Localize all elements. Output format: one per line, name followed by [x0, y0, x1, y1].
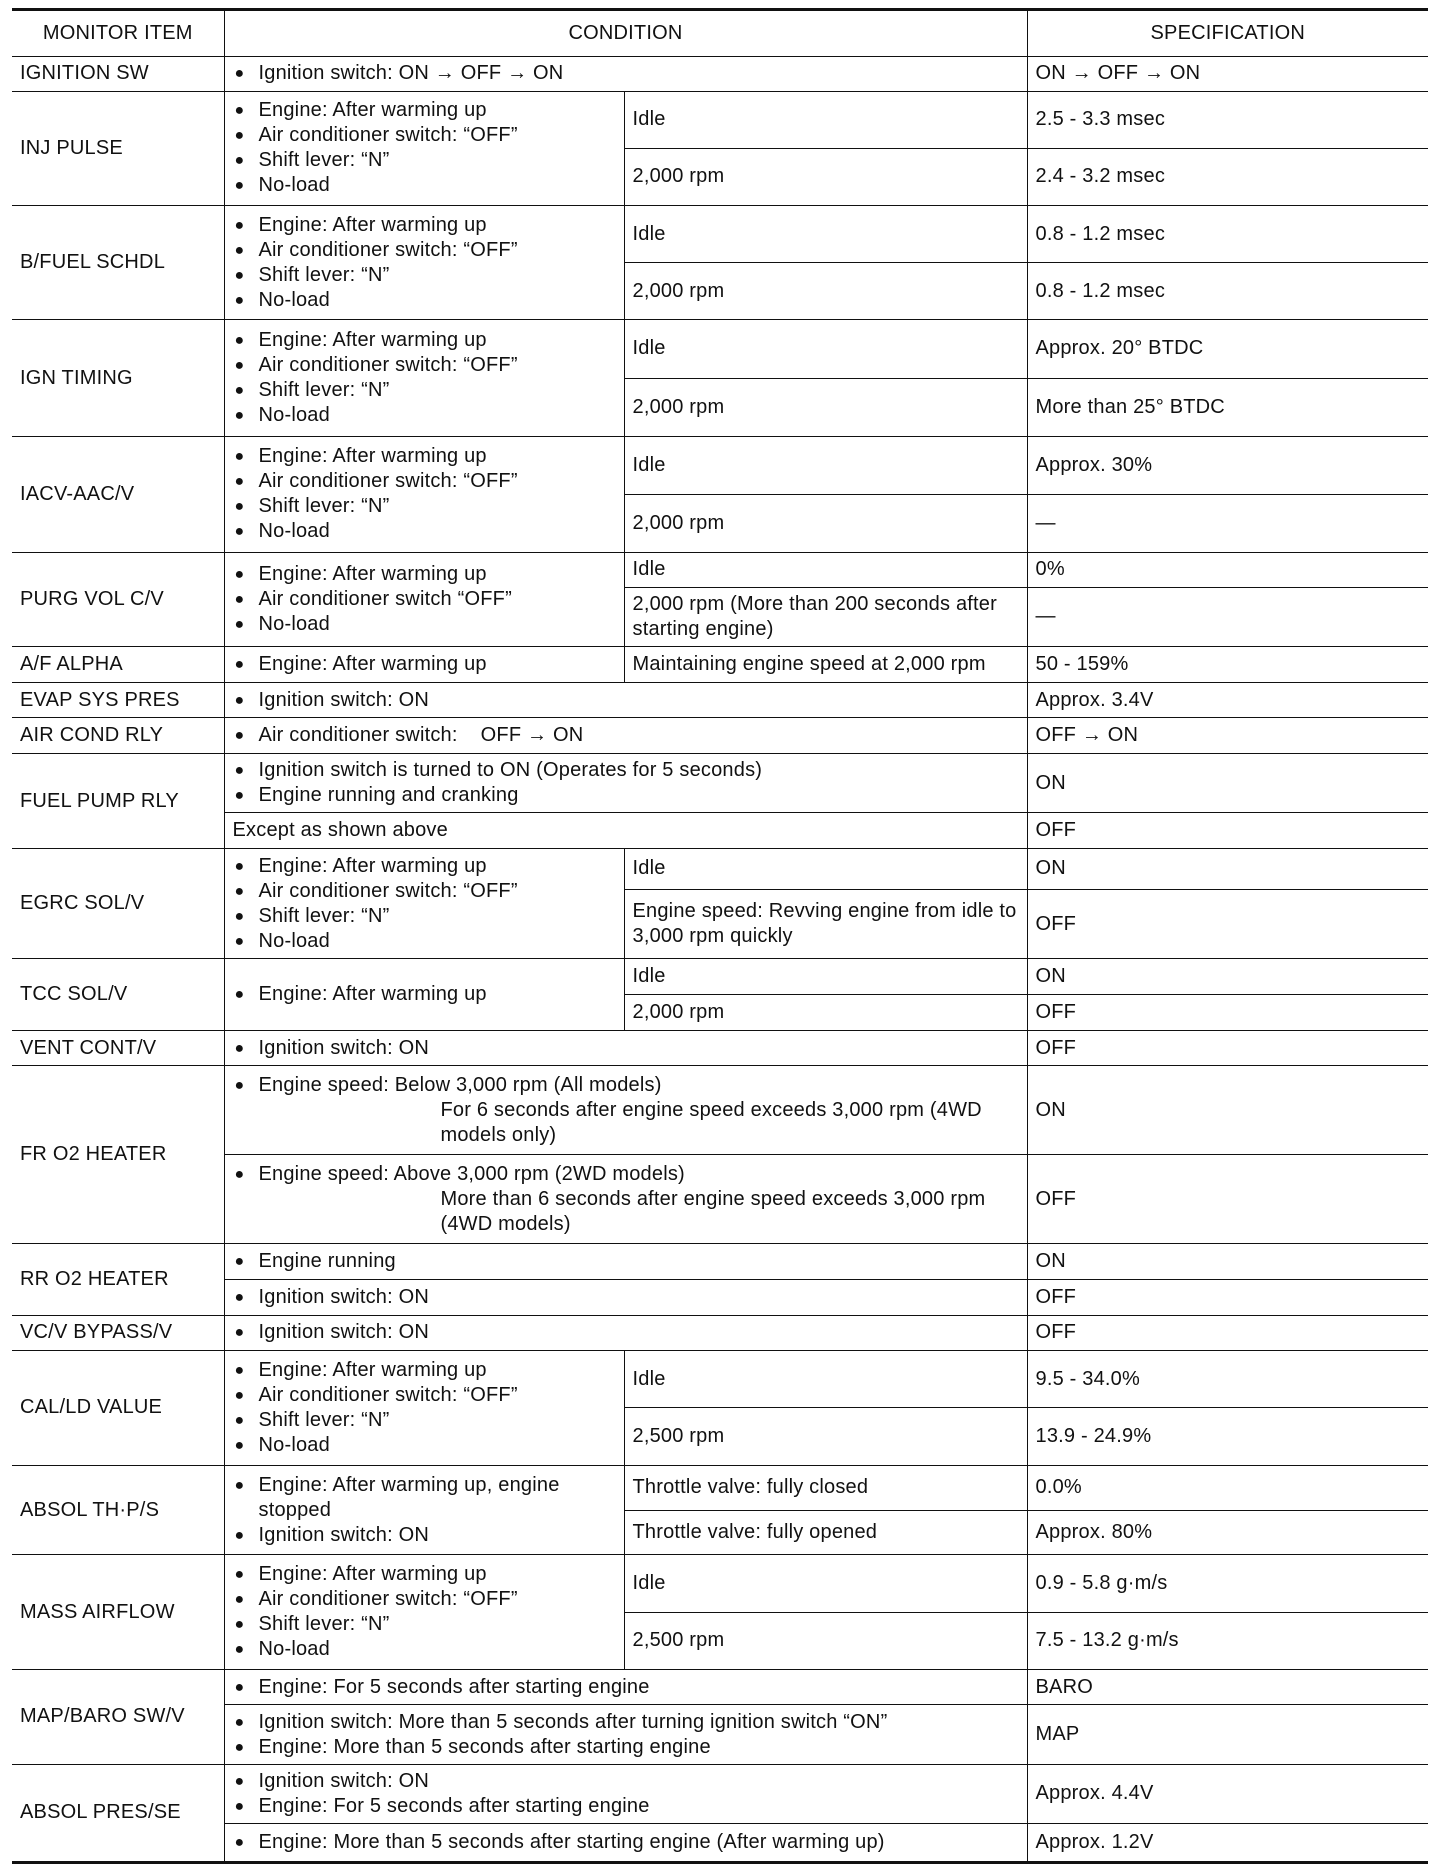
condition-text: ● Engine speed: Below 3,000 rpm (All models): [258, 1073, 662, 1096]
condition-bullet: ● Shift lever: “N”: [233, 494, 616, 519]
spec-cell: 13.9 - 24.9%: [1027, 1408, 1428, 1465]
item-purg-vol-cv: PURG VOL C/V: [12, 553, 224, 647]
sub-condition-cell: Idle: [624, 959, 1027, 995]
condition-cell: [224, 1315, 1027, 1351]
item-tcc-sol-v: TCC SOL/V: [12, 959, 224, 1030]
condition-cell: [224, 1669, 1027, 1705]
spec-cell: —: [1027, 587, 1428, 646]
sub-condition-cell: 2,500 rpm: [624, 1408, 1027, 1465]
spec-cell: 0.0%: [1027, 1465, 1428, 1510]
condition-cell: [224, 1764, 1027, 1823]
item-af-alpha: A/F ALPHA: [12, 647, 224, 683]
spec-cell: OFF: [1027, 1279, 1428, 1315]
condition-bullet: ● Engine: For 5 seconds after starting engine: [233, 1794, 1019, 1819]
spec-cell: 9.5 - 34.0%: [1027, 1351, 1428, 1408]
condition-cell: Except as shown above: [224, 813, 1027, 849]
spec-cell: BARO: [1027, 1669, 1428, 1705]
spec-cell: OFF: [1027, 889, 1428, 958]
condition-bullet: ● Air conditioner switch: “OFF”: [233, 469, 616, 494]
condition-cell: [224, 1279, 1027, 1315]
spec-cell: 7.5 - 13.2 g·m/s: [1027, 1612, 1428, 1669]
condition-bullet: [233, 1162, 1019, 1237]
condition-bullet: ● Shift lever: “N”: [233, 263, 616, 288]
condition-bullet: ● Engine: After warming up, engine stopped: [233, 1473, 616, 1523]
condition-bullet: ● No-load: [233, 1637, 616, 1662]
table-row: [12, 1315, 1428, 1351]
condition-bullet: ● Ignition switch: ON: [233, 1523, 616, 1548]
condition-cell: [224, 647, 624, 683]
sub-condition-cell: Engine speed: Revving engine from idle to 3,000 rpm quickly: [624, 889, 1027, 958]
table-row: [12, 56, 1428, 91]
condition-bullet: ● Ignition switch: ON → OFF → ON: [233, 61, 1019, 86]
table-row: [12, 320, 1428, 378]
table-row: [12, 1066, 1428, 1155]
table-row: [12, 959, 1428, 995]
condition-cell: [224, 56, 1027, 91]
spec-cell: ON: [1027, 849, 1428, 890]
table-row: [12, 436, 1428, 494]
condition-bullet: ● Shift lever: “N”: [233, 904, 616, 929]
table-row: [12, 1555, 1428, 1612]
monitor-spec-table: [12, 8, 1428, 1864]
item-vent-cont-v: VENT CONT/V: [12, 1030, 224, 1066]
condition-cell: [224, 1705, 1027, 1764]
sub-condition-cell: Idle: [624, 1351, 1027, 1408]
condition-bullet: ● Engine: After warming up: [233, 652, 616, 677]
condition-cell: [224, 849, 624, 959]
spec-cell: ON: [1027, 1244, 1428, 1280]
condition-bullet: ● Engine: After warming up: [233, 328, 616, 353]
spec-cell: More than 25° BTDC: [1027, 378, 1428, 436]
sub-condition-cell: Idle: [624, 320, 1027, 378]
spec-cell: OFF: [1027, 1030, 1428, 1066]
sub-condition-cell: 2,000 rpm: [624, 378, 1027, 436]
spec-cell: Approx. 4.4V: [1027, 1764, 1428, 1823]
table-row: [12, 1279, 1428, 1315]
condition-bullet: ● Air conditioner switch: “OFF”: [233, 879, 616, 904]
table-row: [12, 647, 1428, 683]
condition-cell: [224, 1244, 1027, 1280]
condition-bullet: ● Engine running: [233, 1249, 1019, 1274]
condition-bullet: ● Air conditioner switch: “OFF”: [233, 238, 616, 263]
item-evap-sys-pres: EVAP SYS PRES: [12, 682, 224, 718]
table-row: [12, 1030, 1428, 1066]
table-row: [12, 1764, 1428, 1823]
condition-bullet: ● Engine: After warming up: [233, 98, 616, 123]
sub-condition-cell: 2,000 rpm: [624, 494, 1027, 552]
condition-bullet: ● Ignition switch: ON: [233, 1769, 1019, 1794]
sub-condition-cell: 2,000 rpm: [624, 263, 1027, 320]
item-air-cond-rly: AIR COND RLY: [12, 718, 224, 754]
condition-cell: [224, 1155, 1027, 1244]
sub-condition-cell: 2,000 rpm: [624, 148, 1027, 205]
table-row: [12, 849, 1428, 890]
condition-cell: [224, 1066, 1027, 1155]
table-row: [12, 718, 1428, 754]
header-specification: SPECIFICATION: [1027, 10, 1428, 57]
spec-cell: OFF: [1027, 995, 1428, 1031]
sub-condition-cell: Throttle valve: fully opened: [624, 1510, 1027, 1555]
condition-bullet: [233, 1073, 1019, 1148]
spec-cell: OFF: [1027, 813, 1428, 849]
spec-cell: Approx. 3.4V: [1027, 682, 1428, 718]
condition-cell: [224, 436, 624, 552]
condition-text: ● Engine speed: Above 3,000 rpm (2WD models): [258, 1162, 685, 1185]
condition-bullet: ● Ignition switch: ON: [233, 1320, 1019, 1345]
spec-cell: MAP: [1027, 1705, 1428, 1764]
condition-bullet: ● Engine: After warming up: [233, 562, 616, 587]
condition-bullet: ● Shift lever: “N”: [233, 1612, 616, 1637]
spec-cell: 0.8 - 1.2 msec: [1027, 263, 1428, 320]
spec-cell: 2.4 - 3.2 msec: [1027, 148, 1428, 205]
condition-cell: [224, 206, 624, 320]
condition-bullet: ● Air conditioner switch: “OFF”: [233, 353, 616, 378]
item-fr-o2-heater: FR O2 HEATER: [12, 1066, 224, 1244]
item-inj-pulse: INJ PULSE: [12, 91, 224, 205]
condition-bullet: ● Engine: After warming up: [233, 854, 616, 879]
sub-condition-cell: Maintaining engine speed at 2,000 rpm: [624, 647, 1027, 683]
spec-cell: OFF → ON: [1027, 718, 1428, 754]
table-row: [12, 1465, 1428, 1510]
sub-condition-cell: Throttle valve: fully closed: [624, 1465, 1027, 1510]
condition-cell: [224, 553, 624, 647]
spec-cell: ON → OFF → ON: [1027, 56, 1428, 91]
condition-bullet: ● Engine: After warming up: [233, 982, 616, 1007]
spec-cell: Approx. 20° BTDC: [1027, 320, 1428, 378]
item-ign-timing: IGN TIMING: [12, 320, 224, 436]
item-absol-th-ps: ABSOL TH·P/S: [12, 1465, 224, 1555]
table-row: [12, 206, 1428, 263]
condition-bullet: ● Shift lever: “N”: [233, 1408, 616, 1433]
spec-cell: 0.8 - 1.2 msec: [1027, 206, 1428, 263]
sub-condition-cell: 2,000 rpm (More than 200 seconds after starting engine): [624, 587, 1027, 646]
condition-bullet: ● Ignition switch is turned to ON (Operates for 5 seconds): [233, 758, 1019, 783]
condition-bullet: ● Air conditioner switch: “OFF”: [233, 1383, 616, 1408]
table-row: [12, 1669, 1428, 1705]
sub-condition-cell: Idle: [624, 91, 1027, 148]
condition-cell: [224, 1465, 624, 1555]
item-map-baro-swv: MAP/BARO SW/V: [12, 1669, 224, 1764]
condition-bullet: ● Air conditioner switch: “OFF”: [233, 1587, 616, 1612]
table-row: [12, 813, 1428, 849]
table-row: [12, 682, 1428, 718]
condition-text: For 6 seconds after engine speed exceeds 3,000 rpm (4WD models only): [440, 1098, 982, 1146]
item-egrc-sol-v: EGRC SOL/V: [12, 849, 224, 959]
sub-condition-cell: Idle: [624, 206, 1027, 263]
condition-cell: [224, 718, 1027, 754]
condition-bullet: ● Engine running and cranking: [233, 783, 1019, 808]
condition-bullet: ● Air conditioner switch “OFF”: [233, 587, 616, 612]
condition-bullet: ● No-load: [233, 288, 616, 313]
item-absol-pres-se: ABSOL PRES/SE: [12, 1764, 224, 1862]
condition-bullet: ● No-load: [233, 612, 616, 637]
condition-cell: [224, 682, 1027, 718]
sub-condition-cell: Idle: [624, 1555, 1027, 1612]
item-bfuel-schdl: B/FUEL SCHDL: [12, 206, 224, 320]
item-cal-ld-value: CAL/LD VALUE: [12, 1351, 224, 1465]
item-iacv-aac-v: IACV-AAC/V: [12, 436, 224, 552]
condition-bullet: ● Shift lever: “N”: [233, 148, 616, 173]
spec-cell: 0.9 - 5.8 g·m/s: [1027, 1555, 1428, 1612]
condition-cell: [224, 1030, 1027, 1066]
condition-bullet: ● Engine: More than 5 seconds after starting engine: [233, 1735, 1019, 1760]
condition-bullet: ● No-load: [233, 173, 616, 198]
condition-bullet: ● Engine: For 5 seconds after starting engine: [233, 1675, 1019, 1700]
condition-text: More than 6 seconds after engine speed exceeds 3,000 rpm (4WD models): [440, 1187, 986, 1235]
condition-bullet: ● Ignition switch: ON: [233, 688, 1019, 713]
spec-cell: 0%: [1027, 553, 1428, 588]
sub-condition-cell: 2,500 rpm: [624, 1612, 1027, 1669]
condition-cell: [224, 1823, 1027, 1862]
spec-cell: OFF: [1027, 1315, 1428, 1351]
condition-bullet: ● No-load: [233, 403, 616, 428]
condition-bullet: ● Engine: After warming up: [233, 444, 616, 469]
condition-bullet: ● Engine: After warming up: [233, 1358, 616, 1383]
condition-cell: [224, 959, 624, 1030]
condition-cell: [224, 1351, 624, 1465]
table-row: [12, 754, 1428, 813]
item-fuel-pump-rly: FUEL PUMP RLY: [12, 754, 224, 849]
sub-condition-cell: Idle: [624, 849, 1027, 890]
item-mass-airflow: MASS AIRFLOW: [12, 1555, 224, 1669]
condition-cell: [224, 1555, 624, 1669]
condition-cell: [224, 320, 624, 436]
condition-bullet: ● Shift lever: “N”: [233, 378, 616, 403]
condition-bullet: ● No-load: [233, 519, 616, 544]
table-row: [12, 553, 1428, 588]
spec-cell: Approx. 30%: [1027, 436, 1428, 494]
condition-bullet: ● No-load: [233, 929, 616, 954]
condition-bullet: ● Ignition switch: ON: [233, 1036, 1019, 1061]
sub-condition-cell: 2,000 rpm: [624, 995, 1027, 1031]
condition-cell: [224, 754, 1027, 813]
spec-cell: 50 - 159%: [1027, 647, 1428, 683]
table-row: [12, 91, 1428, 148]
header-condition: CONDITION: [224, 10, 1027, 57]
condition-bullet: ● Air conditioner switch: OFF → ON: [233, 723, 1019, 748]
condition-bullet: ● No-load: [233, 1433, 616, 1458]
item-vcv-bypass-v: VC/V BYPASS/V: [12, 1315, 224, 1351]
spec-cell: OFF: [1027, 1155, 1428, 1244]
condition-bullet: ● Engine: After warming up: [233, 213, 616, 238]
condition-bullet: ● Engine: After warming up: [233, 1562, 616, 1587]
condition-cell: [224, 91, 624, 205]
table-row: [12, 1351, 1428, 1408]
spec-cell: ON: [1027, 754, 1428, 813]
spec-cell: Approx. 1.2V: [1027, 1823, 1428, 1862]
spec-cell: ON: [1027, 1066, 1428, 1155]
item-ignition-sw: IGNITION SW: [12, 56, 224, 91]
table-row: [12, 1244, 1428, 1280]
condition-bullet: ● Engine: More than 5 seconds after starting engine (After warming up): [233, 1830, 1019, 1855]
spec-cell: 2.5 - 3.3 msec: [1027, 91, 1428, 148]
spec-cell: Approx. 80%: [1027, 1510, 1428, 1555]
condition-bullet: ● Ignition switch: More than 5 seconds after turning ignition switch “ON”: [233, 1710, 1019, 1735]
header-monitor-item: MONITOR ITEM: [12, 10, 224, 57]
sub-condition-cell: Idle: [624, 553, 1027, 588]
header-row: [12, 10, 1428, 57]
table-row: [12, 1705, 1428, 1764]
condition-bullet: ● Air conditioner switch: “OFF”: [233, 123, 616, 148]
spec-cell: ON: [1027, 959, 1428, 995]
condition-bullet: ● Ignition switch: ON: [233, 1285, 1019, 1310]
item-rr-o2-heater: RR O2 HEATER: [12, 1244, 224, 1315]
spec-cell: —: [1027, 494, 1428, 552]
table-row: [12, 1823, 1428, 1862]
table-row: [12, 1155, 1428, 1244]
sub-condition-cell: Idle: [624, 436, 1027, 494]
